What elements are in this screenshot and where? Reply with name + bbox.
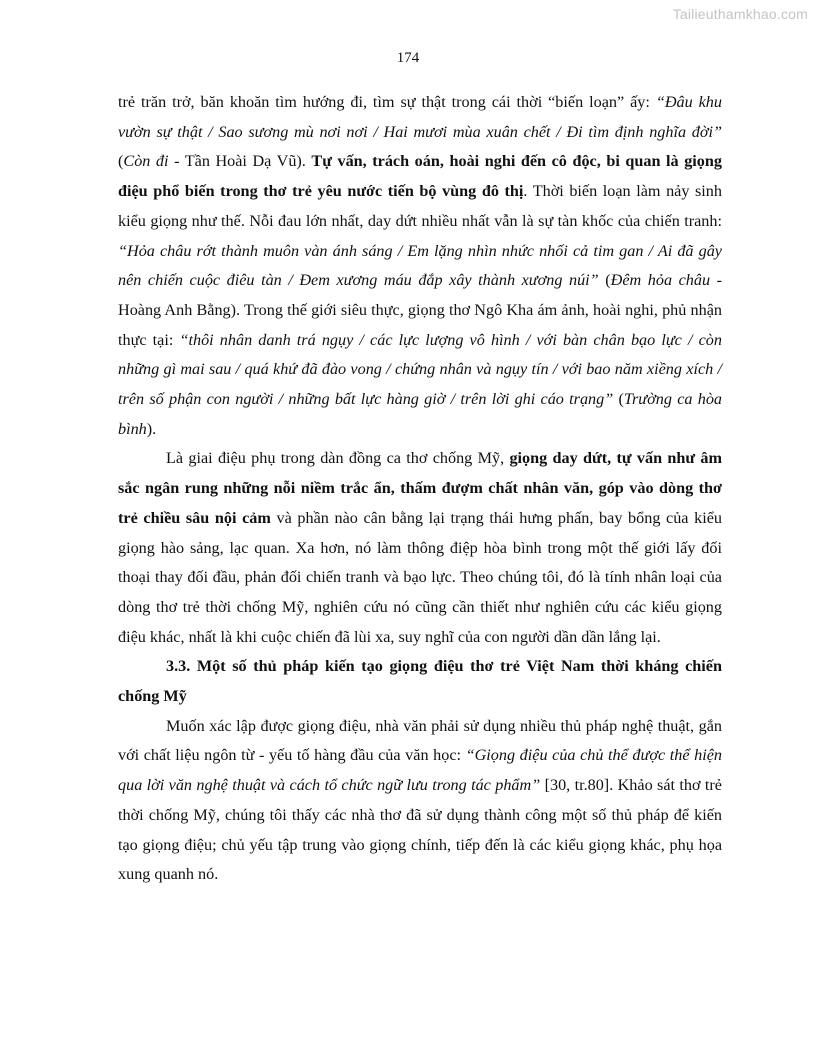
paragraph-2 <box>118 444 722 652</box>
text-run: ). <box>146 419 157 438</box>
poem-quote: “Đâu khu vườn sự thật / Sao sương mù nơi nơi / Hai mươi mùa xuân chết / Đi tìm định nghĩa đời” <box>118 93 722 141</box>
text-run: Là giai điệu phụ trong dàn đồng ca thơ chống Mỹ, <box>166 449 510 468</box>
poem-quote: “thôi nhân danh trá ngụy / các lực lượng vô hình / với bàn chân bạo lực / còn những gì mai sau / quá khứ đã đào vong / chứng nhân và ngụy tín / với bao năm xiềng xích / trên số phận con người / những bất lực hàng giờ / trên lời ghi cáo trạng” <box>118 330 722 409</box>
emphasis-text: giọng day dứt, tự vấn như âm sắc ngân rung những nỗi niềm trắc ẩn, thấm đượm chất nhân văn, góp vào dòng thơ trẻ chiều sâu nội cảm <box>118 449 723 527</box>
watermark: Tailieuthamkhao.com <box>672 6 808 22</box>
work-title: Đêm hỏa châu <box>610 271 711 290</box>
text-run: [30, tr.80]. Khảo sát thơ trẻ thời chống Mỹ, chúng tôi thấy các nhà thơ đã sử dụng thành công một số thủ pháp để kiến tạo giọng điệu; chủ yếu tập trung vào giọng chính, tiếp đến là các kiểu giọng khác, phụ họa xung quanh nó. <box>118 776 722 884</box>
page-number: 174 <box>396 50 420 66</box>
document-body <box>118 88 722 890</box>
text-run: ( <box>598 271 611 290</box>
text-run: ( <box>613 390 624 409</box>
text-run: - Tần Hoài Dạ Vũ). <box>168 152 312 171</box>
text-run: Muốn xác lập được giọng điệu, nhà văn phải sử dụng nhiều thủ pháp nghệ thuật, gắn với chất liệu ngôn từ - yếu tố hàng đầu của văn học: <box>118 716 722 765</box>
text-run: - Hoàng Anh Bằng). Trong thế giới siêu thực, giọng thơ Ngô Kha ám ảnh, hoài nghi, phủ nhận thực tại: <box>118 271 723 349</box>
text-run: trẻ trăn trở, băn khoăn tìm hướng đi, tìm sự thật trong cái thời “biến loạn” ấy: <box>118 93 656 111</box>
work-title: Còn đi <box>123 152 169 171</box>
poem-quote: “Hỏa châu rớt thành muôn vàn ánh sáng / Em lặng nhìn nhức nhối cả tim gan / Ai đã gây nên chiến cuộc điêu tàn / Đem xương máu đắp xây thành xương núi” <box>118 241 722 290</box>
paragraph-3 <box>118 712 722 890</box>
section-heading: 3.3. Một số thủ pháp kiến tạo giọng điệu thơ trẻ Việt Nam thời kháng chiến chống Mỹ <box>118 657 722 706</box>
paragraph-1 <box>118 88 722 444</box>
emphasis-text: Tự vấn, trách oán, hoài nghi đến cô độc, bi quan là giọng điệu phổ biến trong thơ trẻ yêu nước tiến bộ vùng đô thị <box>118 152 722 201</box>
work-title: Trường ca hòa bình <box>118 390 723 438</box>
text-run: . Thời biến loạn làm nảy sinh kiểu giọng như thế. Nỗi đau lớn nhất, day dứt nhiều nhất vẫn là sự tàn khốc của chiến tranh: <box>118 182 722 230</box>
text-run: ( <box>118 152 124 171</box>
text-run: và phần nào cân bằng lại trạng thái hưng phấn, bay bổng của kiểu giọng hào sảng, lạc quan. Xa hơn, nó làm thông điệp hòa bình trong một thế giới lấy đối thoại thay đối đầu, phản đối chiến tranh và bạo lực. Theo chúng tôi, đó là tính nhân loại của dòng thơ trẻ thời chống Mỹ, nghiên cứu nó cũng cần thiết như nghiên cứu các kiểu giọng điệu khác, nhất là khi cuộc chiến đã lùi xa, suy nghĩ của con người dần dần lắng lại. <box>118 508 722 646</box>
citation-quote: “Giọng điệu của chủ thể được thể hiện qua lời văn nghệ thuật và cách tổ chức ngữ lưu trong tác phẩm” <box>118 746 722 795</box>
